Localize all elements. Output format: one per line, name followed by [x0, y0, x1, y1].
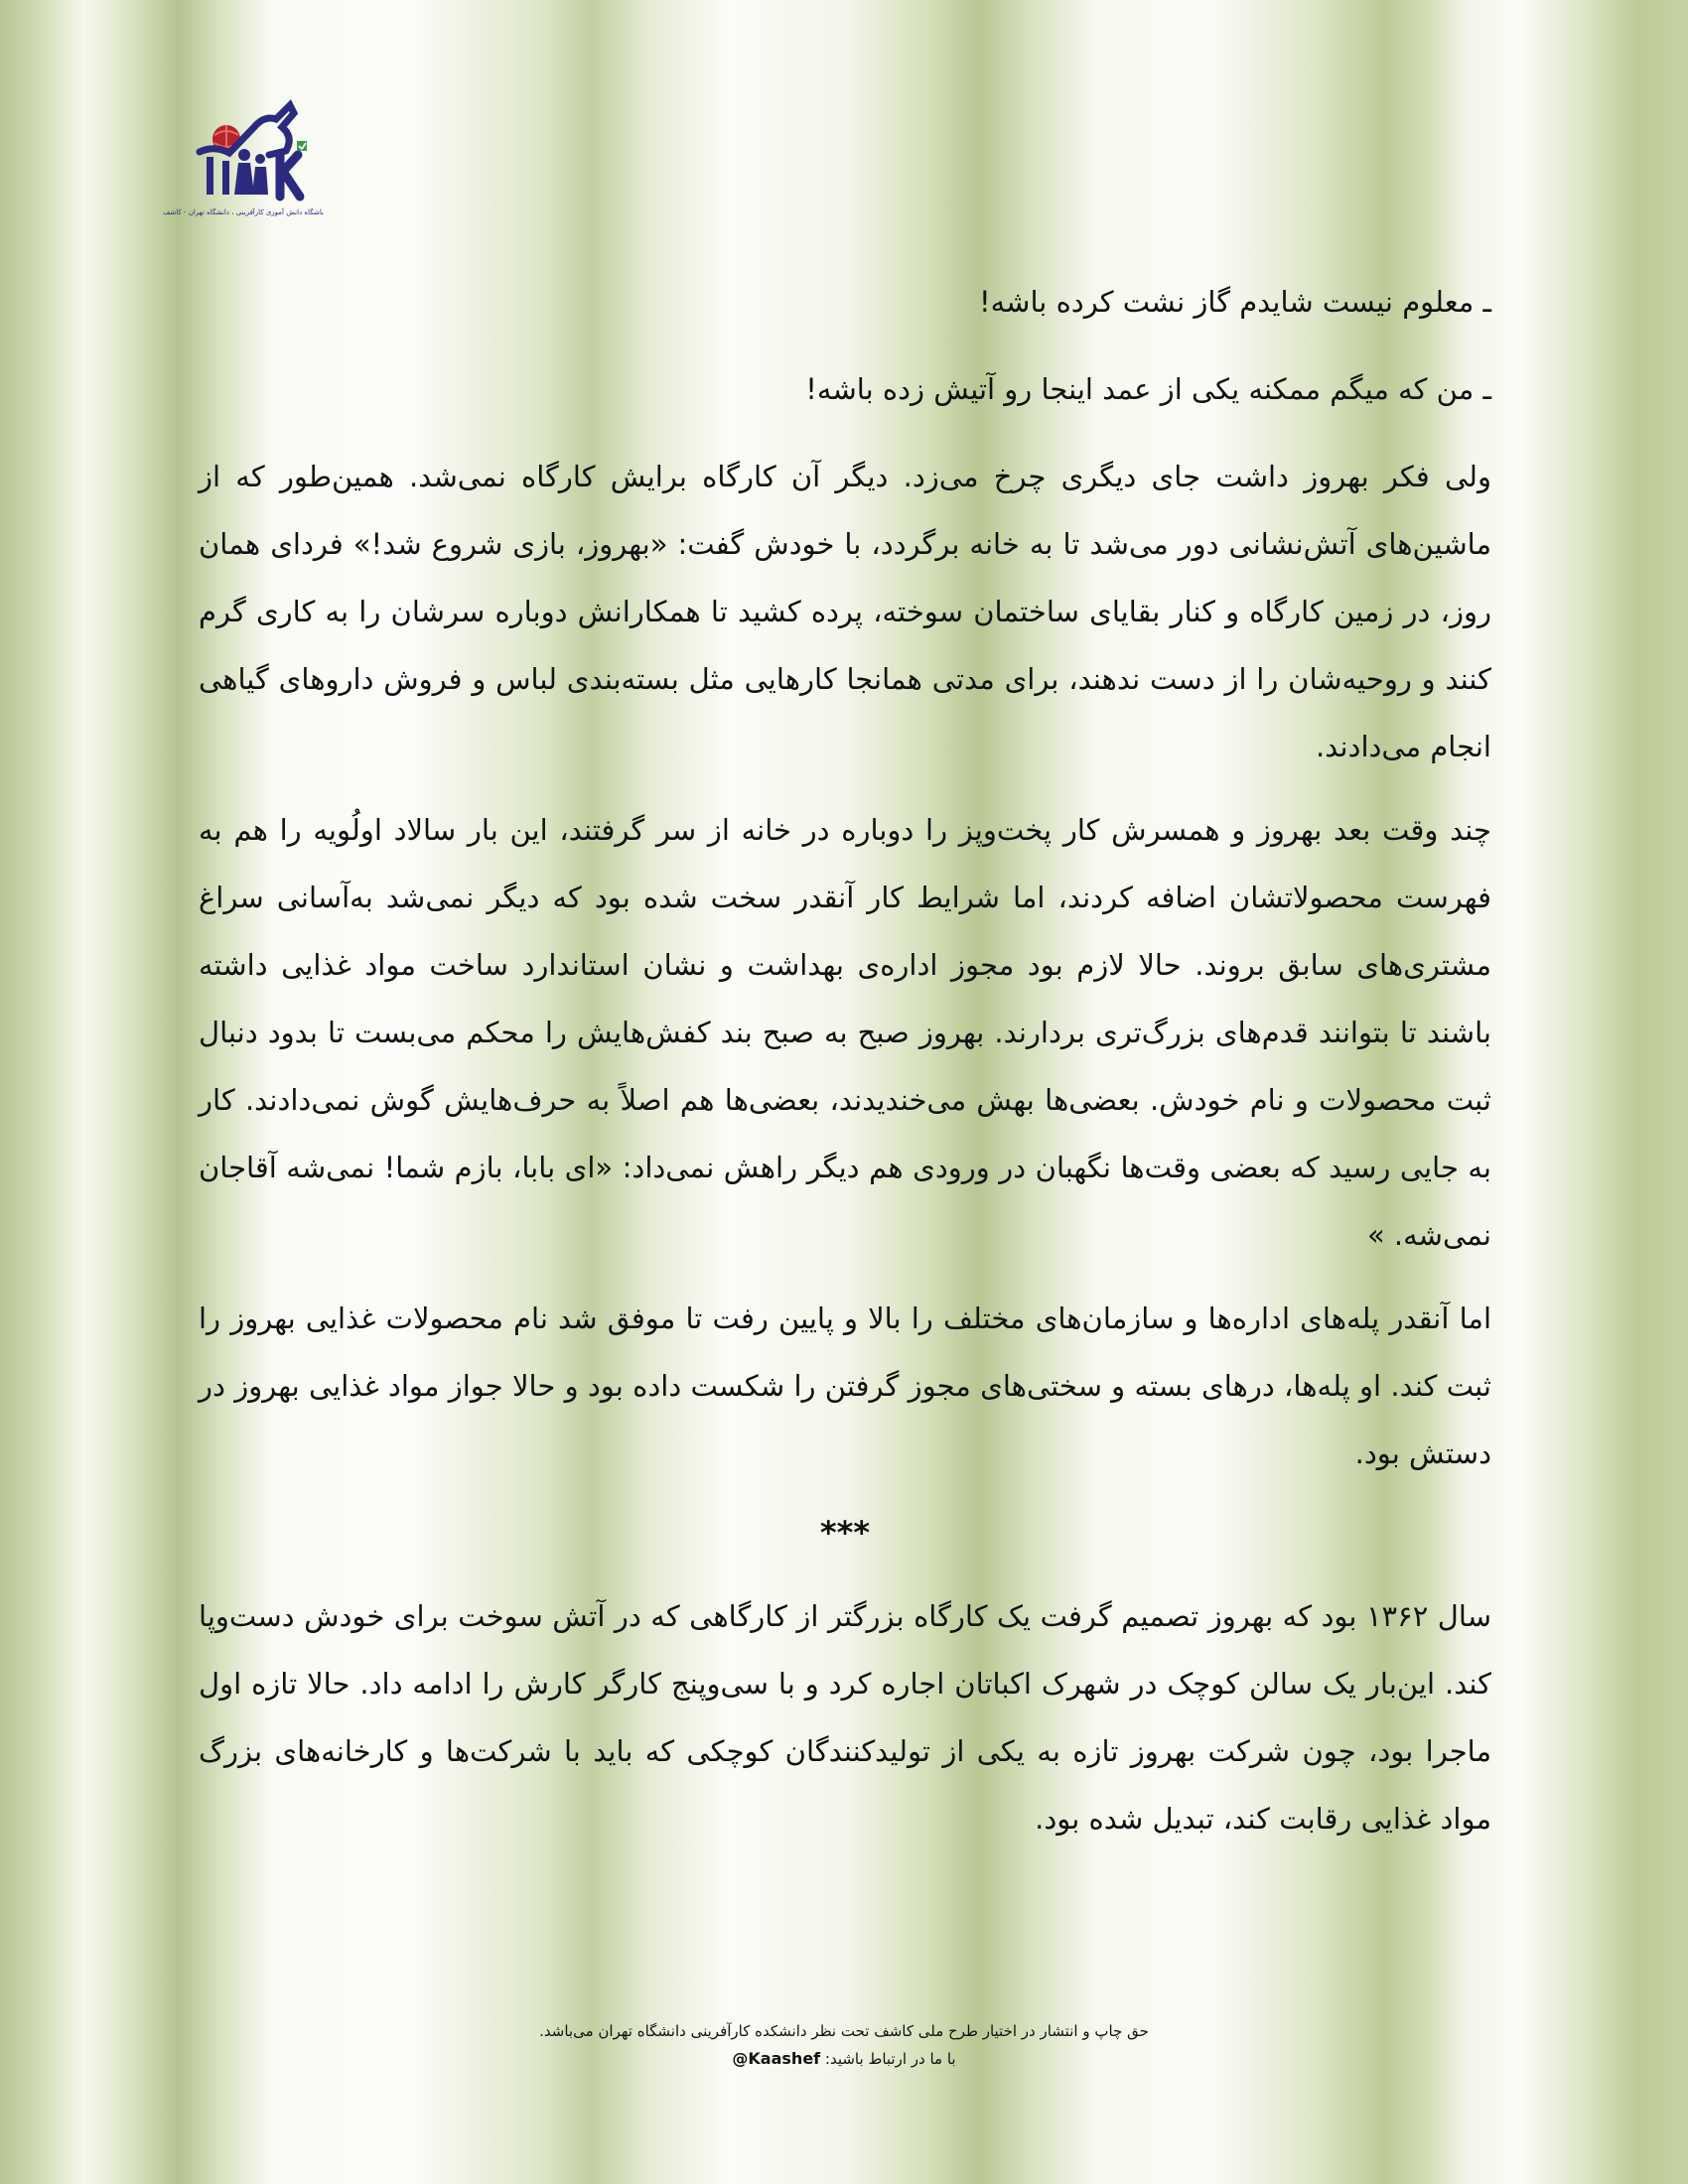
- paragraph: اما آنقدر پله‌های اداره‌ها و سازمان‌های مختلف را بالا و پایین رفت تا موفق شد نام محصولات غذایی بهروز را ثبت کند. او پله‌ها، درهای بسته و سختی‌های مجوز گرفتن را شکست داده بود و حالا جواز مواد غذایی بهروز در دستش بود.: [199, 1301, 1491, 1470]
- paragraph: ولی فکر بهروز داشت جای دیگری چرخ می‌زد. دیگر آن کارگاه برایش کارگاه نمی‌شد. همین‌طور که از ماشین‌های آتش‌نشانی دور می‌شد تا به خانه برگردد، با خودش گفت: «بهروز، بازی شروع شد!» فردای همان روز، در زمین کارگاه و کنار بقایای ساختمان سوخته، پرده کشید تا همکارانش دوباره سرشان را به کاری گرم کنند و روحیه‌شان را از دست ندهند، برای مدتی همانجا کارهایی مثل بسته‌بندی لباس و فروش داروهای گیاهی انجام می‌دادند.: [199, 460, 1491, 763]
- dialogue-line: ـ من که میگم ممکنه یکی از عمد اینجا رو آتیش زده باشه!: [805, 372, 1491, 406]
- dialogue-line: ـ معلوم نیست شایدم گاز نشت کرده باشه!: [979, 285, 1491, 319]
- kaashef-logo: [163, 97, 324, 236]
- section-separator: ***: [819, 1514, 871, 1552]
- paragraph: سال ۱۳۶۲ بود که بهروز تصمیم گرفت یک کارگاه بزرگتر از کارگاهی که در آتش سوخت برای خودش دست‌وپا کند. این‌بار یک سالن کوچک در شهرک اکباتان اجاره کرد و با سی‌وپنج کارگر کارش را ادامه داد. حالا تازه اول ماجرا بود، چون شرکت بهروز تازه به یکی از تولیدکنندگان کوچکی که باید با شرکت‌ها و کارخانه‌های بزرگ مواد غذایی رقابت کند، تبدیل شده بود.: [199, 1599, 1491, 1836]
- contact-label: با ما در ارتباط باشید:: [824, 2050, 956, 2068]
- logo-caption: باشگاه دانش آموزی کارآفرینی ، دانشگاه تهران - کاشف: [163, 208, 324, 216]
- paragraph: چند وقت بعد بهروز و همسرش کار پخت‌وپز را دوباره در خانه از سر گرفتند، این بار سالاد اولُویه را هم به فهرست محصولاتشان اضافه کردند، اما شرایط کار آنقدر سخت شده بود که دیگر نمی‌شد به‌آسانی سراغ مشتری‌های سابق بروند. حالا لازم بود مجوز اداره‌ی بهداشت و نشان استاندارد ساخت مواد غذایی داشته باشند تا بتوانند قدم‌های بزرگ‌تری بردارند. بهروز صبح به صبح بند کفش‌هایش را محکم می‌بست تا بدود دنبال ثبت محصولات و نام خودش. بعضی‌ها بهش می‌خندیدند، بعضی‌ها هم اصلاً به حرف‌هایش گوش نمی‌دادند. کار به جایی رسید که بعضی وقت‌ها نگهبان در ورودی هم دیگر راهش نمی‌داد: «ای بابا، بازم شما! نمی‌شه آقاجان نمی‌شه. »: [199, 813, 1491, 1252]
- page-footer: [348, 2018, 1340, 2073]
- copyright-notice: حق چاپ و انتشار در اختیار طرح ملی کاشف تحت نظر دانشکده کارآفرینی دانشگاه تهران می‌باشد.: [539, 2022, 1149, 2040]
- social-handle-link[interactable]: @Kaashef: [732, 2049, 821, 2068]
- contact-line: [348, 2045, 1340, 2073]
- story-content: [199, 268, 1491, 1864]
